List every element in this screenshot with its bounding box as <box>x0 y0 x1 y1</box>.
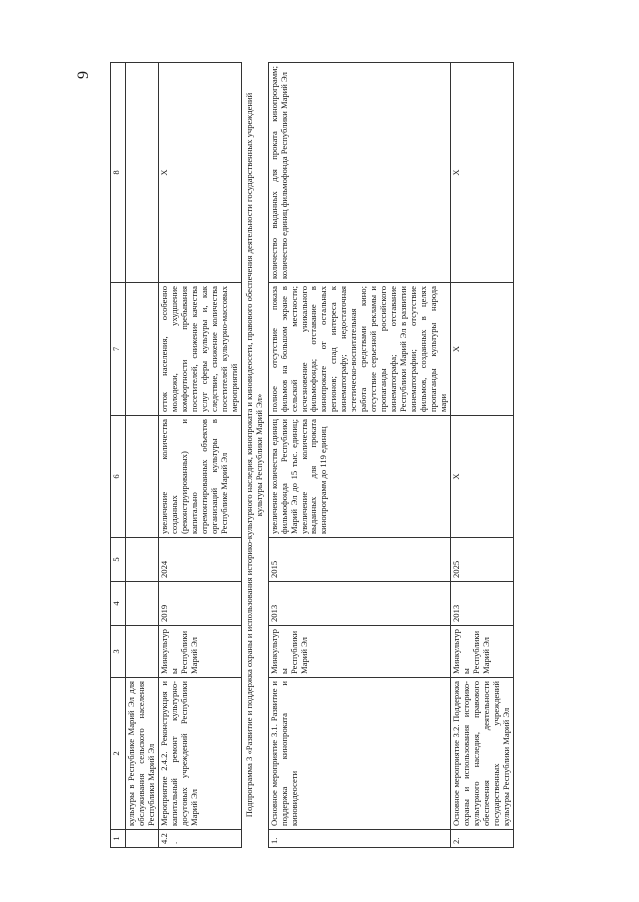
start-year: 2013 <box>451 582 514 626</box>
end-year: 2025 <box>451 538 514 582</box>
executor: Минкультуры Республики Марий Эл <box>158 626 241 678</box>
executor: Минкультуры Республики Марий Эл <box>268 626 450 678</box>
indicator: количество выданных для проката кинопрограмм; количество единиц фильмофонда Республики Марий Эл <box>268 63 450 283</box>
program-table <box>110 62 514 848</box>
header-cell: 8 <box>111 63 126 283</box>
table-row <box>126 63 159 848</box>
subprogram-title: Подпрограмма 3 «Развитие и поддержка охраны и использования историко-культурного наследия, кинопроката и киновидеосети, правового обеспечения деятельности государственных учреждений культуры Республики Марий Эл» <box>241 63 268 848</box>
table-row <box>268 63 450 848</box>
page-number: 9 <box>75 71 92 79</box>
expected-result: увеличение количества созданных (реконструированных) и капитально отремонтированных объектов организаций культуры в Республике Марий Эл <box>158 416 241 538</box>
table-row <box>158 63 241 848</box>
row-number: 4.2. <box>158 830 241 848</box>
expected-result: X <box>451 416 514 538</box>
header-cell: 3 <box>111 626 126 678</box>
end-year: 2015 <box>268 538 450 582</box>
header-cell: 5 <box>111 538 126 582</box>
rotated-sheet <box>110 63 535 848</box>
subprogram-row <box>241 63 268 848</box>
start-year: 2013 <box>268 582 450 626</box>
indicator: X <box>451 63 514 283</box>
executor: Минкультуры Республики Марий Эл <box>451 626 514 678</box>
consequence: отток населения, особенно молодежи, ухудшение комфортности пребывания посетителей, снижение качества услуг сферы культуры и, как следствие, снижение количества посетителей культурно-массовых мероприятий <box>158 283 241 416</box>
header-cell: 6 <box>111 416 126 538</box>
header-cell: 7 <box>111 283 126 416</box>
consequence: полное отсутствие показа фильмов на большом экране в сельской местности; исчезновение уникального фильмофонда; отставание в кинопрокате от остальных регионов; спад интереса к кинематографу; недостаточная эстетическо-воспитательная работа средствами кино; отсутствие серьезной рекламы и пропаганды российского кинематографа; отставание Республики Марий Эл в развитии кинематографии; отсутствие фильмов, созданных в целях пропаганды культуры народа мари <box>268 283 450 416</box>
start-year: 2019 <box>158 582 241 626</box>
header-cell: 2 <box>111 678 126 830</box>
row-number: 2. <box>451 830 514 848</box>
expected-result: увеличение количества единиц фильмофонда Республики Марий Эл до 15 тыс. единиц; увеличение количества выданных для проката кинопрограмм до 119 единиц <box>268 416 450 538</box>
row-number: 1. <box>268 830 450 848</box>
table-row <box>451 63 514 848</box>
activity-name: Основное мероприятие 3.2. Поддержка охраны и использования историко-культурного наследия, правового обеспечения деятельности государственных учреждений культуры Республики Марий Эл <box>451 678 514 830</box>
activity-name: Мероприятие 2.4.2. Реконструкция и капитальный ремонт культурно-досуговых учреждений Республики Марий Эл <box>158 678 241 830</box>
header-row <box>111 63 126 848</box>
header-cell: 4 <box>111 582 126 626</box>
indicator: X <box>158 63 241 283</box>
activity-name: культуры в Республике Марий Эл для обслуживания сельского населения Республики Марий Эл <box>126 678 159 830</box>
header-cell: 1 <box>111 830 126 848</box>
activity-name: Основное мероприятие 3.1. Развитие и поддержка кинопроката и киновидеосети <box>268 678 450 830</box>
consequence: X <box>451 283 514 416</box>
end-year: 2024 <box>158 538 241 582</box>
